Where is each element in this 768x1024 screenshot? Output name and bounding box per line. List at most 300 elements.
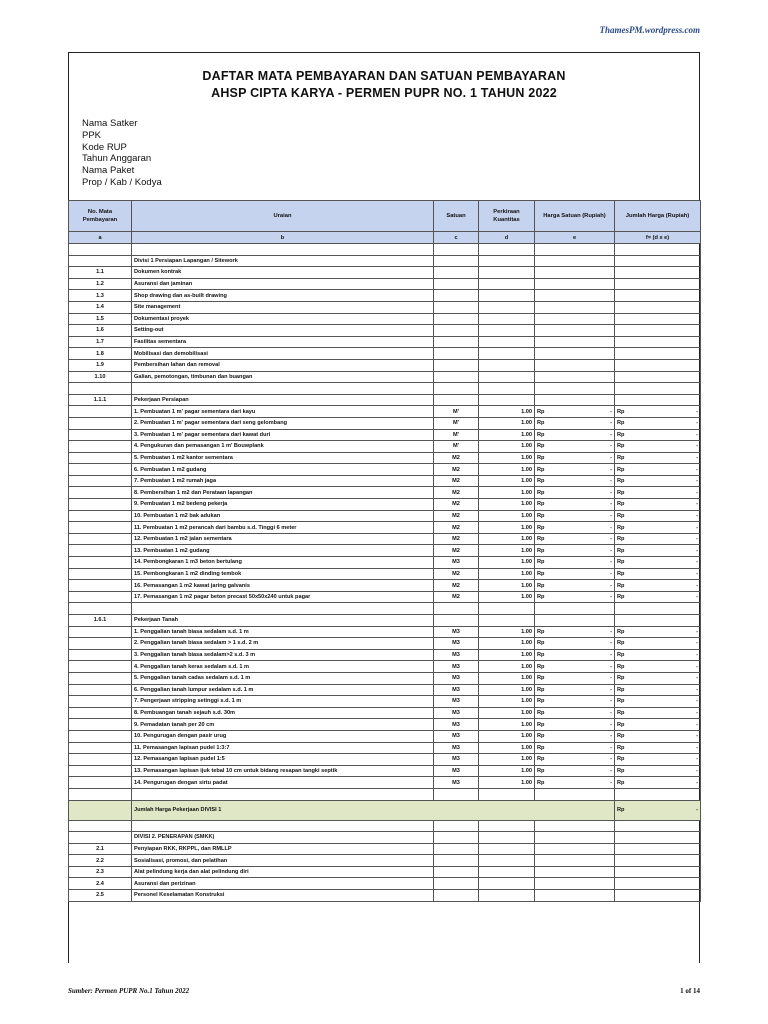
item-description: 11. Pemasangan lapisan pudel 1:3:7: [132, 742, 434, 754]
item-description: 8. Pembuangan tanah sejauh s.d. 30m: [132, 707, 434, 719]
currency-label: Rp: [537, 466, 545, 473]
currency-label: Rp: [537, 675, 545, 682]
empty-cell: [434, 832, 479, 844]
empty-cell: [434, 843, 479, 855]
item-total-price: [615, 638, 701, 650]
item-total-price: [615, 696, 701, 708]
empty-cell: [535, 244, 615, 256]
currency-label: Rp: [617, 756, 625, 763]
line-item-row: [69, 510, 701, 522]
item-number: [69, 487, 132, 499]
empty-cell: [615, 820, 701, 832]
amount-value: -: [610, 536, 612, 543]
meta-fields: [82, 118, 162, 189]
item-number: 1.7: [69, 336, 132, 348]
amount-value: -: [696, 640, 698, 647]
empty-cell: [615, 371, 701, 383]
section-row: [69, 890, 701, 902]
line-item-row: [69, 742, 701, 754]
empty-cell: [615, 301, 701, 313]
empty-cell: [535, 301, 615, 313]
meta-field: Prop / Kab / Kodya: [82, 176, 162, 188]
label-cell: f= (d x e): [615, 232, 701, 244]
empty-cell: [434, 359, 479, 371]
item-unit: M2: [434, 464, 479, 476]
item-number: [69, 510, 132, 522]
item-unit-price: [535, 765, 615, 777]
item-total-price: [615, 649, 701, 661]
empty-cell: [535, 855, 615, 867]
currency-label: Rp: [537, 652, 545, 659]
section-row: [69, 255, 701, 267]
item-unit: M2: [434, 522, 479, 534]
item-total-price: [615, 406, 701, 418]
item-unit-price: [535, 638, 615, 650]
amount-value: -: [610, 686, 612, 693]
currency-label: Rp: [537, 570, 545, 577]
item-unit-price: [535, 719, 615, 731]
amount-value: -: [610, 524, 612, 531]
amount-value: -: [696, 559, 698, 566]
item-unit: M2: [434, 591, 479, 603]
empty-cell: [69, 244, 132, 256]
item-total-price: [615, 429, 701, 441]
line-item-row: [69, 580, 701, 592]
currency-label: Rp: [617, 524, 625, 531]
currency-label: Rp: [617, 733, 625, 740]
empty-cell: [535, 878, 615, 890]
item-description: 14. Pembongkaran 1 m3 beton bertulang: [132, 557, 434, 569]
currency-label: Rp: [617, 454, 625, 461]
division-total-value: [615, 800, 701, 820]
item-unit-price: [535, 499, 615, 511]
empty-cell: [615, 866, 701, 878]
item-unit-price: [535, 475, 615, 487]
item-number: [69, 580, 132, 592]
item-unit: M2: [434, 499, 479, 511]
line-item-row: [69, 533, 701, 545]
item-unit: M3: [434, 777, 479, 789]
item-quantity: 1.00: [479, 510, 535, 522]
empty-cell: [479, 371, 535, 383]
item-quantity: 1.00: [479, 441, 535, 453]
item-quantity: 1.00: [479, 661, 535, 673]
amount-value: -: [610, 466, 612, 473]
item-unit-price: [535, 626, 615, 638]
empty-cell: [615, 348, 701, 360]
item-total-price: [615, 777, 701, 789]
currency-label: Rp: [617, 582, 625, 589]
item-description: 7. Pembuatan 1 m2 rumah jaga: [132, 475, 434, 487]
item-unit-price: [535, 707, 615, 719]
item-number: 2.5: [69, 890, 132, 902]
item-quantity: 1.00: [479, 545, 535, 557]
section-row: [69, 832, 701, 844]
item-number: [69, 707, 132, 719]
item-quantity: 1.00: [479, 487, 535, 499]
line-item-row: [69, 522, 701, 534]
item-unit: M3: [434, 754, 479, 766]
item-total-price: [615, 487, 701, 499]
amount-value: -: [696, 663, 698, 670]
currency-label: Rp: [537, 710, 545, 717]
item-unit: M2: [434, 568, 479, 580]
item-unit: M3: [434, 742, 479, 754]
item-number: [69, 499, 132, 511]
empty-cell: [535, 313, 615, 325]
item-number: [69, 406, 132, 418]
empty-cell: [535, 820, 615, 832]
amount-value: -: [610, 675, 612, 682]
item-unit-price: [535, 522, 615, 534]
empty-cell: [434, 394, 479, 406]
currency-label: Rp: [537, 768, 545, 775]
empty-cell: [535, 278, 615, 290]
amount-value: -: [610, 478, 612, 485]
empty-cell: [479, 820, 535, 832]
empty-cell: [615, 603, 701, 615]
empty-cell: [615, 890, 701, 902]
currency-label: Rp: [617, 686, 625, 693]
empty-cell: [434, 878, 479, 890]
empty-cell: [615, 878, 701, 890]
header-satuan: Satuan: [434, 201, 479, 232]
currency-label: Rp: [537, 756, 545, 763]
item-description: Pekerjaan Tanah: [132, 615, 434, 627]
amount-value: -: [696, 547, 698, 554]
item-quantity: 1.00: [479, 429, 535, 441]
empty-cell: [615, 843, 701, 855]
empty-cell: [535, 383, 615, 395]
currency-label: Rp: [537, 721, 545, 728]
empty-cell: [615, 313, 701, 325]
item-total-price: [615, 464, 701, 476]
item-quantity: 1.00: [479, 777, 535, 789]
amount-value: -: [696, 768, 698, 775]
item-unit: M3: [434, 684, 479, 696]
empty-cell: [479, 267, 535, 279]
empty-cell: [479, 878, 535, 890]
item-number: [69, 441, 132, 453]
empty-cell: [535, 290, 615, 302]
item-number: [69, 545, 132, 557]
document-title: DAFTAR MATA PEMBAYARAN DAN SATUAN PEMBAYARAN: [202, 69, 566, 83]
empty-cell: [615, 290, 701, 302]
line-item-row: [69, 452, 701, 464]
currency-label: Rp: [617, 779, 625, 786]
item-description: Dokumentasi proyek: [132, 313, 434, 325]
item-quantity: 1.00: [479, 696, 535, 708]
item-number: [69, 777, 132, 789]
currency-label: Rp: [537, 547, 545, 554]
empty-cell: [615, 788, 701, 800]
item-description: Alat pelindung kerja dan alat pelindung diri: [132, 866, 434, 878]
item-number: [69, 557, 132, 569]
currency-label: Rp: [617, 501, 625, 508]
empty-cell: [434, 255, 479, 267]
amount-value: -: [696, 536, 698, 543]
section-row: [69, 866, 701, 878]
footer-source: Sumber: Permen PUPR No.1 Tahun 2022: [68, 987, 190, 995]
empty-cell: [69, 800, 132, 820]
amount-value: -: [610, 744, 612, 751]
empty-cell: [479, 290, 535, 302]
item-quantity: 1.00: [479, 707, 535, 719]
currency-label: Rp: [617, 663, 625, 670]
item-number: [69, 522, 132, 534]
currency-label: Rp: [537, 698, 545, 705]
item-unit-price: [535, 684, 615, 696]
item-unit-price: [535, 487, 615, 499]
item-quantity: 1.00: [479, 742, 535, 754]
empty-cell: [434, 855, 479, 867]
label-cell: c: [434, 232, 479, 244]
amount-value: -: [696, 744, 698, 751]
empty-cell: [535, 359, 615, 371]
payment-table: [68, 200, 701, 902]
item-number: 1.2: [69, 278, 132, 290]
amount-value: -: [696, 408, 698, 415]
item-unit-price: [535, 557, 615, 569]
item-total-price: [615, 742, 701, 754]
currency-label: Rp: [537, 524, 545, 531]
item-number: [69, 626, 132, 638]
empty-cell: [479, 890, 535, 902]
item-total-price: [615, 441, 701, 453]
item-description: Asuransi dan jaminan: [132, 278, 434, 290]
empty-cell: [615, 336, 701, 348]
empty-cell: [479, 615, 535, 627]
item-unit: M3: [434, 765, 479, 777]
item-description: 14. Pengurugan dengan sirtu padat: [132, 777, 434, 789]
item-number: [69, 696, 132, 708]
section-row: [69, 278, 701, 290]
label-cell: b: [132, 232, 434, 244]
currency-label: Rp: [537, 686, 545, 693]
item-number: 2.2: [69, 855, 132, 867]
item-quantity: 1.00: [479, 499, 535, 511]
amount-value: -: [610, 489, 612, 496]
section-row: [69, 267, 701, 279]
line-item-row: [69, 672, 701, 684]
empty-cell: [69, 383, 132, 395]
amount-value: -: [696, 686, 698, 693]
amount-value: -: [610, 443, 612, 450]
currency-label: Rp: [537, 408, 545, 415]
empty-cell: [434, 278, 479, 290]
empty-cell: [615, 383, 701, 395]
item-description: 10. Pembuatan 1 m2 bak adukan: [132, 510, 434, 522]
empty-cell: [434, 325, 479, 337]
empty-cell: [479, 383, 535, 395]
item-description: Setting-out: [132, 325, 434, 337]
item-number: [69, 533, 132, 545]
item-number: [69, 452, 132, 464]
meta-field: Nama Paket: [82, 165, 135, 177]
currency-label: Rp: [537, 454, 545, 461]
item-number: 1.8: [69, 348, 132, 360]
empty-cell: [535, 267, 615, 279]
section-row: [69, 348, 701, 360]
amount-value: -: [696, 628, 698, 635]
item-unit-price: [535, 452, 615, 464]
line-item-row: [69, 707, 701, 719]
amount-value: -: [610, 779, 612, 786]
amount-value: -: [610, 710, 612, 717]
empty-cell: [434, 313, 479, 325]
line-item-row: [69, 475, 701, 487]
empty-cell: [434, 336, 479, 348]
item-number: 1.10: [69, 371, 132, 383]
item-description: 6. Penggalian tanah lumpur sedalam s.d. 1 m: [132, 684, 434, 696]
item-unit-price: [535, 742, 615, 754]
header-jumlah: Jumlah Harga (Rupiah): [615, 201, 701, 232]
item-unit: M2: [434, 487, 479, 499]
item-quantity: 1.00: [479, 754, 535, 766]
item-number: [69, 568, 132, 580]
empty-cell: [132, 244, 434, 256]
item-description: Mobilisasi dan demobilisasi: [132, 348, 434, 360]
empty-cell: [479, 866, 535, 878]
empty-cell: [479, 394, 535, 406]
item-total-price: [615, 568, 701, 580]
amount-value: -: [696, 721, 698, 728]
item-unit: M2: [434, 580, 479, 592]
empty-cell: [434, 820, 479, 832]
currency-label: Rp: [617, 431, 625, 438]
header-harga: Harga Satuan (Rupiah): [535, 201, 615, 232]
item-number: [69, 730, 132, 742]
item-quantity: 1.00: [479, 557, 535, 569]
empty-cell: [615, 267, 701, 279]
item-unit-price: [535, 777, 615, 789]
item-quantity: 1.00: [479, 522, 535, 534]
empty-cell: [479, 603, 535, 615]
currency-label: Rp: [617, 478, 625, 485]
item-unit-price: [535, 580, 615, 592]
amount-value: -: [610, 698, 612, 705]
amount-value: -: [610, 733, 612, 740]
item-number: [69, 429, 132, 441]
amount-value: -: [610, 570, 612, 577]
currency-label: Rp: [617, 807, 625, 813]
item-description: Site management: [132, 301, 434, 313]
line-item-row: [69, 730, 701, 742]
amount-value: -: [696, 807, 698, 813]
line-item-row: [69, 429, 701, 441]
item-description: 11. Pembuatan 1 m2 perancah dari bambu s.d. Tinggi 6 meter: [132, 522, 434, 534]
amount-value: -: [610, 582, 612, 589]
line-item-row: [69, 765, 701, 777]
section-row: [69, 878, 701, 890]
amount-value: -: [610, 628, 612, 635]
empty-cell: [535, 832, 615, 844]
item-unit-price: [535, 672, 615, 684]
item-quantity: 1.00: [479, 591, 535, 603]
item-description: 2. Penggalian tanah biasa sedalam > 1 s.d. 2 m: [132, 638, 434, 650]
currency-label: Rp: [617, 640, 625, 647]
empty-cell: [615, 615, 701, 627]
item-number: [69, 719, 132, 731]
item-description: 8. Pembersihan 1 m2 dan Perataan lapangan: [132, 487, 434, 499]
currency-label: Rp: [617, 420, 625, 427]
amount-value: -: [610, 501, 612, 508]
amount-value: -: [696, 652, 698, 659]
amount-value: -: [696, 733, 698, 740]
currency-label: Rp: [537, 501, 545, 508]
item-total-price: [615, 557, 701, 569]
amount-value: -: [696, 466, 698, 473]
item-total-price: [615, 580, 701, 592]
item-description: 1. Pembuatan 1 m' pagar sementara dari kayu: [132, 406, 434, 418]
empty-cell: [535, 394, 615, 406]
item-description: 4. Penggalian tanah keras sedalam s.d. 1 m: [132, 661, 434, 673]
item-number: [69, 649, 132, 661]
empty-cell: [479, 843, 535, 855]
line-item-row: [69, 487, 701, 499]
item-description: Divisi 1 Persiapan Lapangan / Sitework: [132, 255, 434, 267]
item-unit-price: [535, 591, 615, 603]
amount-value: -: [610, 640, 612, 647]
currency-label: Rp: [537, 628, 545, 635]
item-total-price: [615, 626, 701, 638]
item-total-price: [615, 684, 701, 696]
header-uraian: Uraian: [132, 201, 434, 232]
item-number: [69, 754, 132, 766]
empty-cell: [479, 255, 535, 267]
division-total-row: [69, 800, 701, 820]
watermark: ThamesPM.wordpress.com: [599, 25, 700, 35]
empty-cell: [615, 832, 701, 844]
item-unit-price: [535, 533, 615, 545]
empty-cell: [535, 325, 615, 337]
amount-value: -: [610, 721, 612, 728]
line-item-row: [69, 754, 701, 766]
item-total-price: [615, 545, 701, 557]
empty-cell: [615, 394, 701, 406]
empty-cell: [434, 788, 479, 800]
currency-label: Rp: [617, 408, 625, 415]
item-unit-price: [535, 429, 615, 441]
item-unit: M': [434, 441, 479, 453]
item-number: [69, 684, 132, 696]
amount-value: -: [696, 698, 698, 705]
amount-value: -: [610, 559, 612, 566]
item-description: DIVISI 2. PENERAPAN (SMKK): [132, 832, 434, 844]
amount-value: -: [696, 454, 698, 461]
item-total-price: [615, 452, 701, 464]
item-quantity: 1.00: [479, 533, 535, 545]
item-total-price: [615, 417, 701, 429]
empty-cell: [535, 866, 615, 878]
item-unit-price: [535, 417, 615, 429]
amount-value: -: [696, 779, 698, 786]
currency-label: Rp: [537, 663, 545, 670]
currency-label: Rp: [537, 512, 545, 519]
line-item-row: [69, 626, 701, 638]
empty-cell: [479, 301, 535, 313]
line-item-row: [69, 557, 701, 569]
item-description: 3. Penggalian tanah biasa sedalam>2 s.d. 3 m: [132, 649, 434, 661]
amount-value: -: [696, 675, 698, 682]
section-row: [69, 301, 701, 313]
empty-cell: [434, 890, 479, 902]
item-description: 13. Pemasangan lapisan ijuk tebal 10 cm untuk bidang resapan tangki septik: [132, 765, 434, 777]
section-row: [69, 843, 701, 855]
amount-value: -: [610, 663, 612, 670]
item-description: 7. Pengerjaan stripping setinggi s.d. 1 m: [132, 696, 434, 708]
currency-label: Rp: [617, 744, 625, 751]
